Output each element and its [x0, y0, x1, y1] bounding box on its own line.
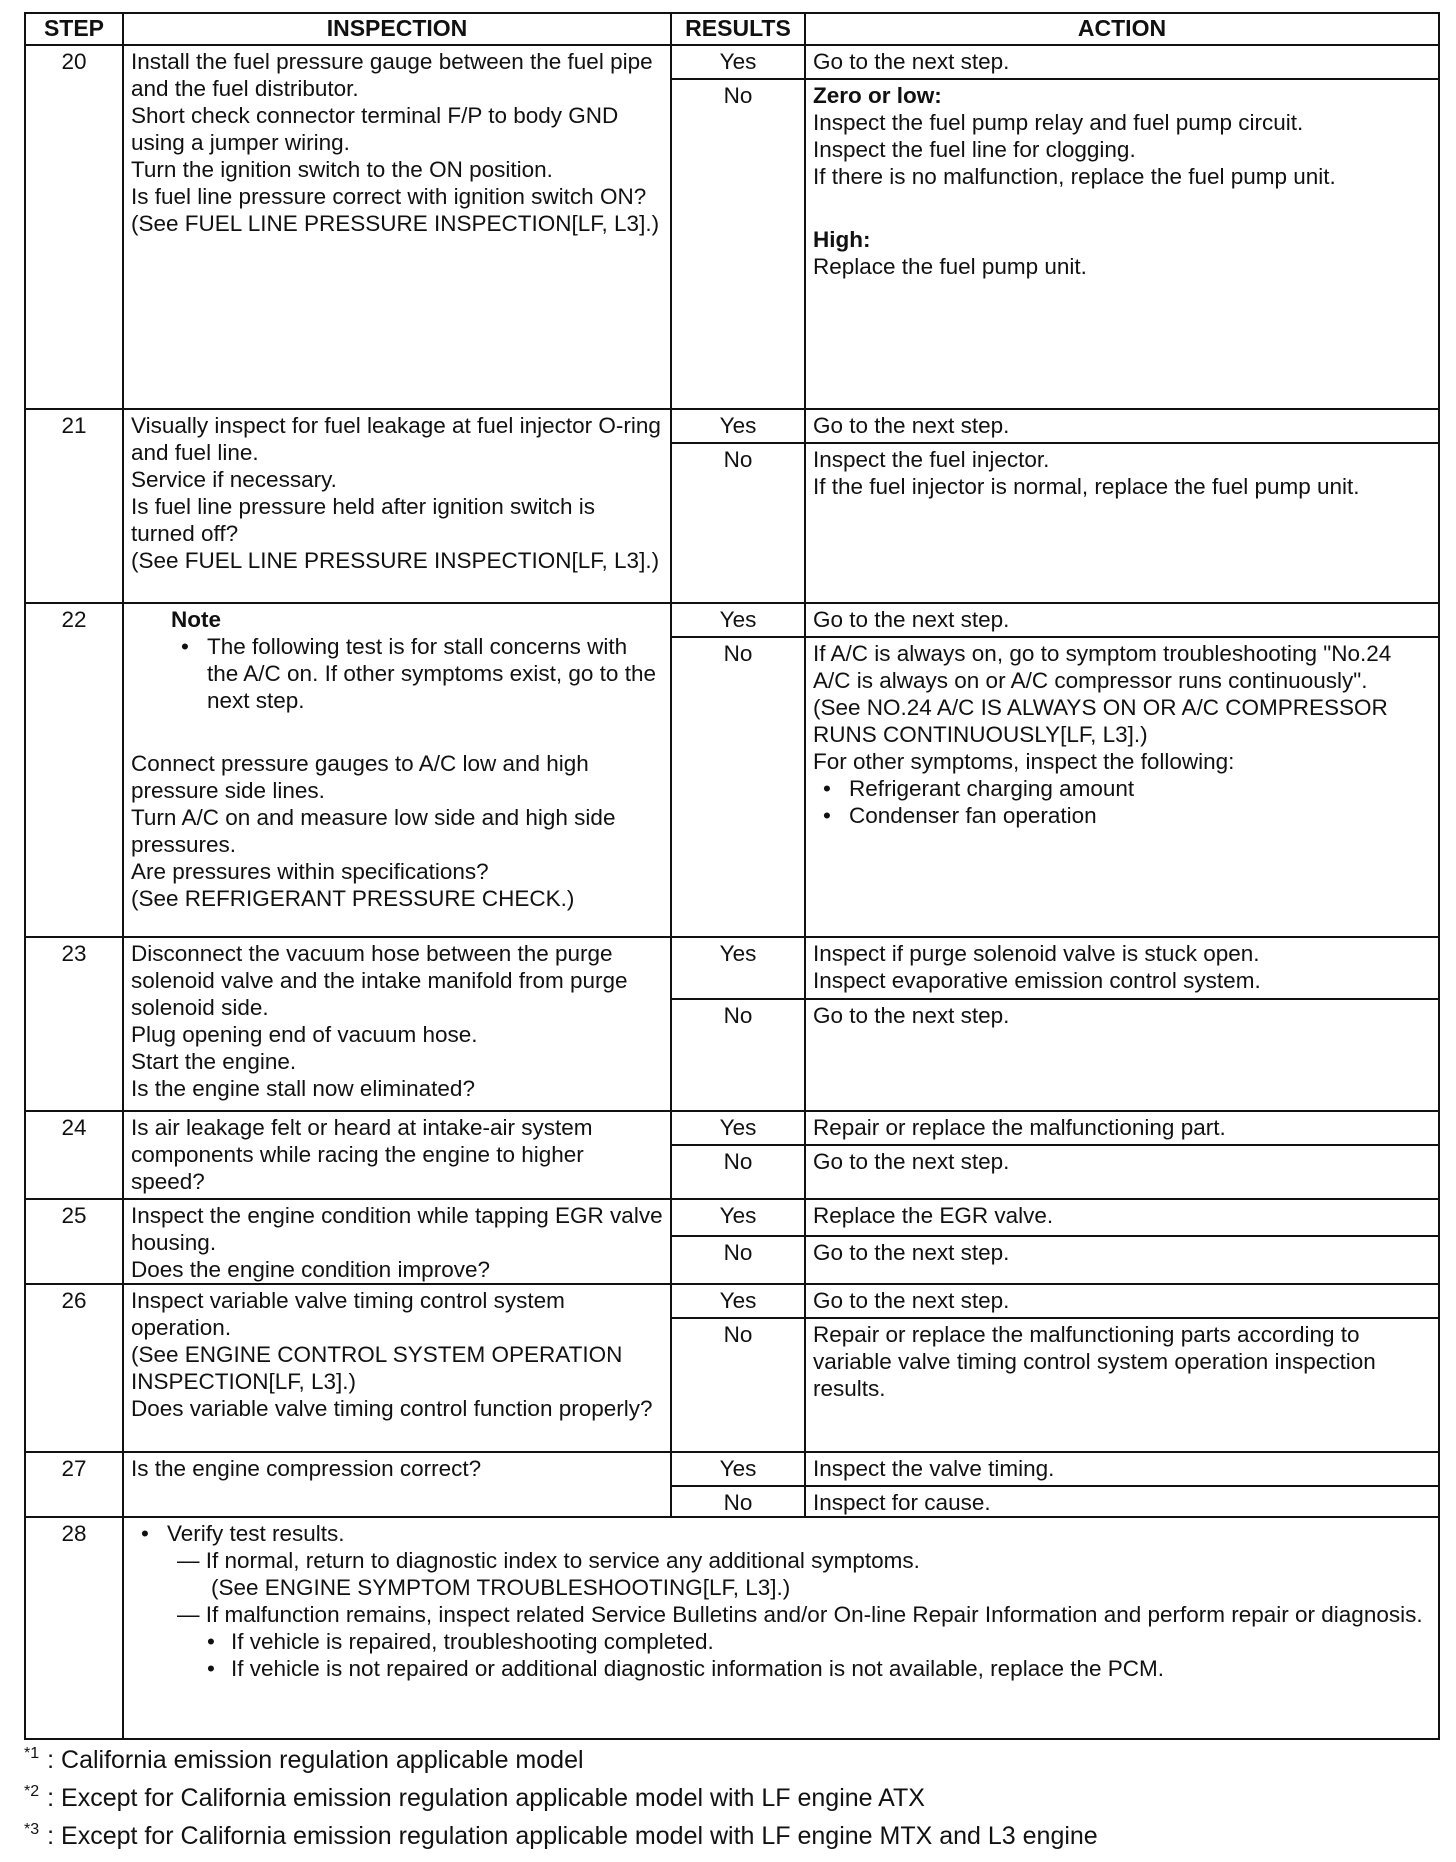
step-number: 24 — [25, 1111, 123, 1199]
step-number: 26 — [25, 1284, 123, 1452]
result-yes: Yes — [671, 1111, 805, 1145]
footnote: $^{*3}$ : Except for California emission regulation applicable model with LF engine MTX and L3 engine — [24, 1821, 1098, 1850]
table-row — [25, 937, 1439, 999]
table-row — [25, 1517, 1439, 1739]
footnote: $^{*2}$ : Except for California emission regulation applicable model with LF engine ATX — [24, 1783, 925, 1812]
inspection-cell: Disconnect the vacuum hose between the purge solenoid valve and the intake manifold from purge solenoid side. Plug opening end of vacuum hose. Start the engine. Is the engine stall now eliminated? — [123, 937, 671, 1111]
footnotes — [24, 1738, 1098, 1852]
step-number: 25 — [25, 1199, 123, 1284]
step-number: 27 — [25, 1452, 123, 1517]
note-block: Note • The following test is for stall concerns with the A/C on. If other symptoms exist, go to the next step. — [131, 606, 663, 714]
step-number: 21 — [25, 409, 123, 603]
result-yes: Yes — [671, 937, 805, 999]
result-yes: Yes — [671, 1452, 805, 1486]
inspection-cell: Install the fuel pressure gauge between the fuel pipe and the fuel distributor. Short check connector terminal F/P to body GND using a jumper wiring. Turn the ignition switch to the ON position. Is fuel line pressure correct with ignition switch ON? (See FUEL LINE PRESSURE INSPECTION[LF, L3].) — [123, 45, 671, 409]
table-row — [25, 1199, 1439, 1236]
action-yes: Inspect if purge solenoid valve is stuck open. Inspect evaporative emission control system. — [805, 937, 1439, 999]
table-row — [25, 409, 1439, 443]
action-yes: Repair or replace the malfunctioning part. — [805, 1111, 1439, 1145]
inspection-cell: Is air leakage felt or heard at intake-air system components while racing the engine to higher speed? — [123, 1111, 671, 1199]
action-no: Zero or low: Inspect the fuel pump relay and fuel pump circuit. Inspect the fuel line for clogging. If there is no malfunction, replace the fuel pump unit. High: Replace the fuel pump unit. — [805, 79, 1439, 409]
action-no: If A/C is always on, go to symptom troubleshooting "No.24 A/C is always on or A/C compressor runs continuously". (See NO.24 A/C IS ALWAYS ON OR A/C COMPRESSOR RUNS CONTINUOUSLY[LF, L3].) For other symptoms, inspect the following: • Refrigerant charging amount • Condenser fan operation — [805, 637, 1439, 937]
inspection-cell: Inspect the engine condition while tapping EGR valve housing. Does the engine condition improve? — [123, 1199, 671, 1284]
header-action: ACTION — [805, 13, 1439, 45]
action-yes: Go to the next step. — [805, 1284, 1439, 1318]
header-inspection: INSPECTION — [123, 13, 671, 45]
note-label: Note — [171, 607, 221, 632]
step-number: 20 — [25, 45, 123, 409]
step-number: 23 — [25, 937, 123, 1111]
table-row — [25, 45, 1439, 79]
action-yes: Go to the next step. — [805, 603, 1439, 637]
result-yes: Yes — [671, 1284, 805, 1318]
action-yes: Go to the next step. — [805, 45, 1439, 79]
result-no: No — [671, 999, 805, 1111]
action-no: Inspect the fuel injector. If the fuel injector is normal, replace the fuel pump unit. — [805, 443, 1439, 603]
result-yes: Yes — [671, 45, 805, 79]
final-step-cell: • Verify test results. — If normal, return to diagnostic index to service any additional symptoms. (See ENGINE SYMPTOM TROUBLESHOOTING[LF, L3].) — If malfunction remains, inspect related Service Bulletins and/or On-line Repair Information and perform repair or diagnosis. • If vehicle is repaired, troubleshooting completed. • If vehicle is not repaired or additional diagnostic information is not available, replace the PCM. — [123, 1517, 1439, 1739]
result-yes: Yes — [671, 603, 805, 637]
table-header-row — [25, 13, 1439, 45]
inspection-cell: Visually inspect for fuel leakage at fuel injector O-ring and fuel line. Service if necessary. Is fuel line pressure held after ignition switch is turned off? (See FUEL LINE PRESSURE INSPECTION[LF, L3].) — [123, 409, 671, 603]
header-results: RESULTS — [671, 13, 805, 45]
action-yes: Go to the next step. — [805, 409, 1439, 443]
result-yes: Yes — [671, 409, 805, 443]
action-no: Repair or replace the malfunctioning parts according to variable valve timing control system operation inspection results. — [805, 1318, 1439, 1452]
inspection-cell: Is the engine compression correct? — [123, 1452, 671, 1517]
action-no: Inspect for cause. — [805, 1486, 1439, 1517]
result-yes: Yes — [671, 1199, 805, 1236]
result-no: No — [671, 1318, 805, 1452]
result-no: No — [671, 1145, 805, 1199]
action-yes: Inspect the valve timing. — [805, 1452, 1439, 1486]
step-number: 28 — [25, 1517, 123, 1739]
table-row — [25, 603, 1439, 637]
footnote: $^{*1}$ : California emission regulation applicable model — [24, 1745, 584, 1774]
result-no: No — [671, 443, 805, 603]
result-no: No — [671, 1236, 805, 1284]
table-row — [25, 1111, 1439, 1145]
table-row — [25, 1284, 1439, 1318]
action-no: Go to the next step. — [805, 1236, 1439, 1284]
diagnostic-table — [24, 12, 1440, 1740]
action-yes: Replace the EGR valve. — [805, 1199, 1439, 1236]
inspection-cell: Inspect variable valve timing control system operation. (See ENGINE CONTROL SYSTEM OPERATION INSPECTION[LF, L3].) Does variable valve timing control function properly? — [123, 1284, 671, 1452]
result-no: No — [671, 1486, 805, 1517]
action-no: Go to the next step. — [805, 1145, 1439, 1199]
step-number: 22 — [25, 603, 123, 937]
inspection-cell: Note • The following test is for stall concerns with the A/C on. If other symptoms exist, go to the next step. Connect pressure gauges to A/C low and high pressure side lines. Turn A/C on and measure low side and high side pressures. Are pressures within specifications? (See REFRIGERANT PRESSURE CHECK.) — [123, 603, 671, 937]
result-no: No — [671, 637, 805, 937]
action-no: Go to the next step. — [805, 999, 1439, 1111]
table-row — [25, 1452, 1439, 1486]
result-no: No — [671, 79, 805, 409]
header-step: STEP — [25, 13, 123, 45]
